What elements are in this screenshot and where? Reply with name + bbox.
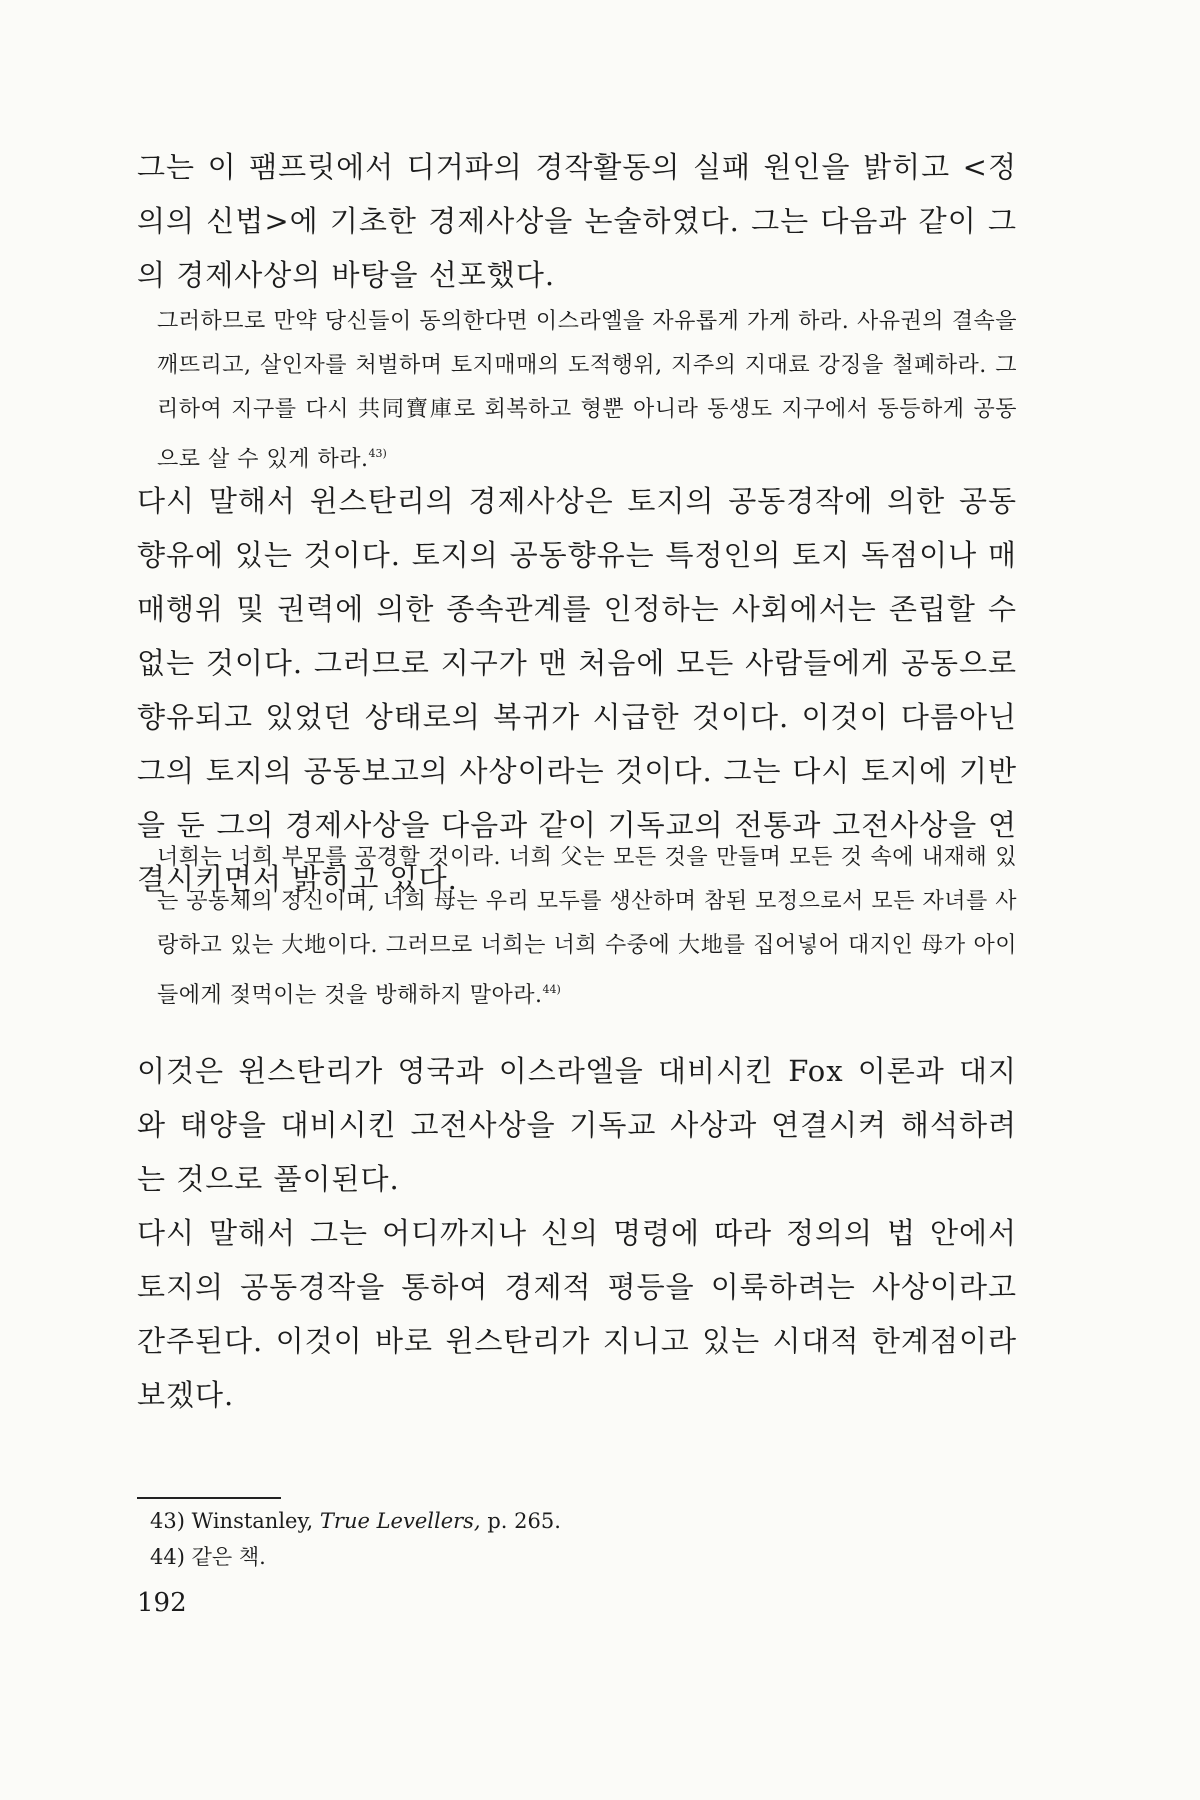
footnote-43-number: 43) [150, 1509, 185, 1533]
paragraph-4-text: 다시 말해서 그는 어디까지나 신의 명령에 따라 정의의 법 안에서 토지의 공동경작을 통하여 경제적 평등을 이룩하려는 사상이라고 간주된다. 이것이 바로 윈스탄리가 지니고 있는 시대적 한계점이라 보겠다. [137, 1216, 1017, 1412]
paragraph-1 [137, 140, 1017, 302]
footnote-ref-44: 44) [542, 983, 561, 996]
footnote-43 [150, 1503, 1010, 1539]
paragraph-3 [137, 1044, 1017, 1206]
paragraph-2-text: 다시 말해서 윈스탄리의 경제사상은 토지의 공동경작에 의한 공동향유에 있는 것이다. 토지의 공동향유는 특정인의 토지 독점이나 매매행위 및 권력에 의한 종속관계를 인정하는 사회에서는 존립할 수 없는 것이다. 그러므로 지구가 맨 처음에 모든 사람들에게 공동으로 향유되고 있었던 상태로의 복귀가 시급한 것이다. 이것이 다름아닌 그의 토지의 공동보고의 사상이라는 것이다. 그는 다시 토지에 기반을 둔 그의 경제사상을 다음과 같이 기독교의 전통과 고전사상을 연결시키면서 밝히고 있다. [137, 484, 1017, 896]
paragraph-4 [137, 1206, 1017, 1422]
block-quote-2-text: 너희는 너희 부모를 공경할 것이라. 너희 父는 모든 것을 만들며 모든 것 속에 내재해 있는 공동체의 정신이며, 너희 母는 우리 모두를 생산하며 참된 모정으로서 모든 자녀를 사랑하고 있는 大地이다. 그러므로 너희는 너희 수중에 大地를 집어넣어 대지인 母가 아이들에게 젖먹이는 것을 방해하지 말아라. [157, 845, 1017, 1008]
paragraph-1-text: 그는 이 팸프릿에서 디거파의 경작활동의 실패 원인을 밝히고 <정의의 신법>에 기초한 경제사상을 논술하였다. 그는 다음과 같이 그의 경제사상의 바탕을 선포했다. [137, 150, 1017, 292]
block-quote-2 [157, 836, 1017, 1018]
footnote-ref-43: 43) [368, 447, 387, 460]
paragraph-3-text: 이것은 윈스탄리가 영국과 이스라엘을 대비시킨 Fox 이론과 대지와 태양을 대비시킨 고전사상을 기독교 사상과 연결시켜 해석하려는 것으로 풀이된다. [137, 1054, 1017, 1196]
page-number: 192 [137, 1588, 187, 1618]
footnote-43-title: True Levellers, [319, 1509, 481, 1533]
footnote-divider [137, 1497, 281, 1499]
footnote-43-page: p. 265. [487, 1509, 561, 1533]
footnote-43-author: Winstanley, [191, 1509, 314, 1533]
block-quote-1 [157, 300, 1017, 482]
block-quote-1-text: 그러하므로 만약 당신들이 동의한다면 이스라엘을 자유롭게 가게 하라. 사유권의 결속을 깨뜨리고, 살인자를 처벌하며 토지매매의 도적행위, 지주의 지대료 강징을 철폐하라. 그리하여 지구를 다시 共同寶庫로 회복하고 형뿐 아니라 동생도 지구에서 동등하게 공동으로 살 수 있게 하라. [157, 309, 1017, 472]
footnote-44-text: 같은 책. [191, 1545, 266, 1569]
footnote-44 [150, 1539, 1010, 1575]
footnote-44-number: 44) [150, 1545, 185, 1569]
